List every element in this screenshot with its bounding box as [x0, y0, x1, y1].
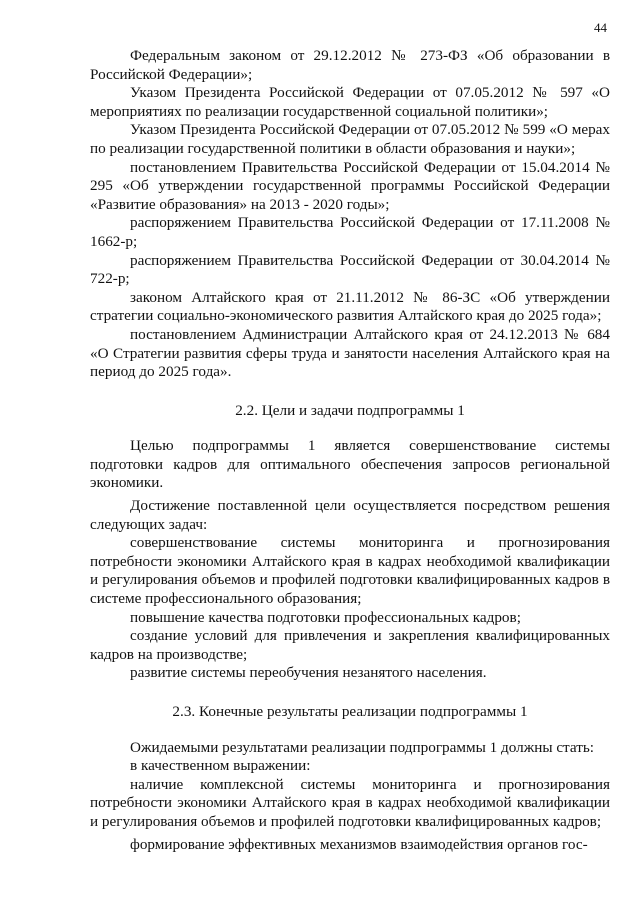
legal-basis-item: Указом Президента Российской Федерации от 07.05.2012 № 597 «О мероприятиях по реализации государственной социальной политики»; [90, 84, 610, 120]
tasks-intro: Достижение поставленной цели осуществляется посредством решения следующих задач: [90, 497, 610, 533]
task-item: создание условий для привлечения и закрепления квалифицированных кадров на производстве; [90, 627, 610, 663]
section-heading-2-3: 2.3. Конечные результаты реализации подпрограммы 1 [172, 703, 528, 720]
page-number: 44 [594, 20, 607, 35]
task-item: повышение качества подготовки профессиональных кадров; [130, 608, 521, 626]
results-paragraph: формирование эффективных механизмов взаимодействия органов гос- [130, 835, 588, 853]
legal-basis-item: постановлением Правительства Российской Федерации от 15.04.2014 № 295 «Об утверждении государственной программы Российской Федерации «Развитие образования» на 2013 - 2020 годы»; [90, 158, 610, 213]
legal-basis-item: распоряжением Правительства Российской Федерации от 17.11.2008 № 1662-р; [90, 214, 610, 250]
goal-paragraph: Целью подпрограммы 1 является совершенствование системы подготовки кадров для оптимального обеспечения запросов региональной экономики. [90, 437, 610, 492]
legal-basis-item: Федеральным законом от 29.12.2012 № 273-ФЗ «Об образовании в Российской Федерации»; [90, 47, 610, 83]
legal-basis-item: законом Алтайского края от 21.11.2012 № 86-ЗС «Об утверждении стратегии социально-экономического развития Алтайского края до 2025 года»; [90, 288, 610, 325]
results-paragraph: Ожидаемыми результатами реализации подпрограммы 1 должны стать: [130, 738, 595, 756]
results-paragraph: наличие комплексной системы мониторинга и прогнозирования потребности экономики Алтайского края в кадрах необходимой квалификации и регулирования объемов и профилей подготовки квалифицированных кадров; [90, 775, 610, 830]
task-item: развитие системы переобучения незанятого населения. [130, 664, 487, 682]
legal-basis-item: распоряжением Правительства Российской Федерации от 30.04.2014 № 722-р; [90, 251, 610, 288]
section-heading-2-2: 2.2. Цели и задачи подпрограммы 1 [235, 401, 465, 419]
legal-basis-item: Указом Президента Российской Федерации от 07.05.2012 № 599 «О мерах по реализации государственной политики в области образования и науки»; [90, 121, 610, 157]
task-item: совершенствование системы мониторинга и прогнозирования потребности экономики Алтайского края в кадрах необходимой квалификации и регулирования объемов и профилей подготовки квалифицированных кадров в системе профессионального образования; [90, 534, 610, 608]
results-paragraph: в качественном выражении: [130, 757, 311, 775]
page-body [90, 47, 610, 854]
legal-basis-item: постановлением Администрации Алтайского края от 24.12.2013 № 684 «О Стратегии развития сферы труда и занятости населения Алтайского края на период до 2025 года». [90, 325, 610, 381]
